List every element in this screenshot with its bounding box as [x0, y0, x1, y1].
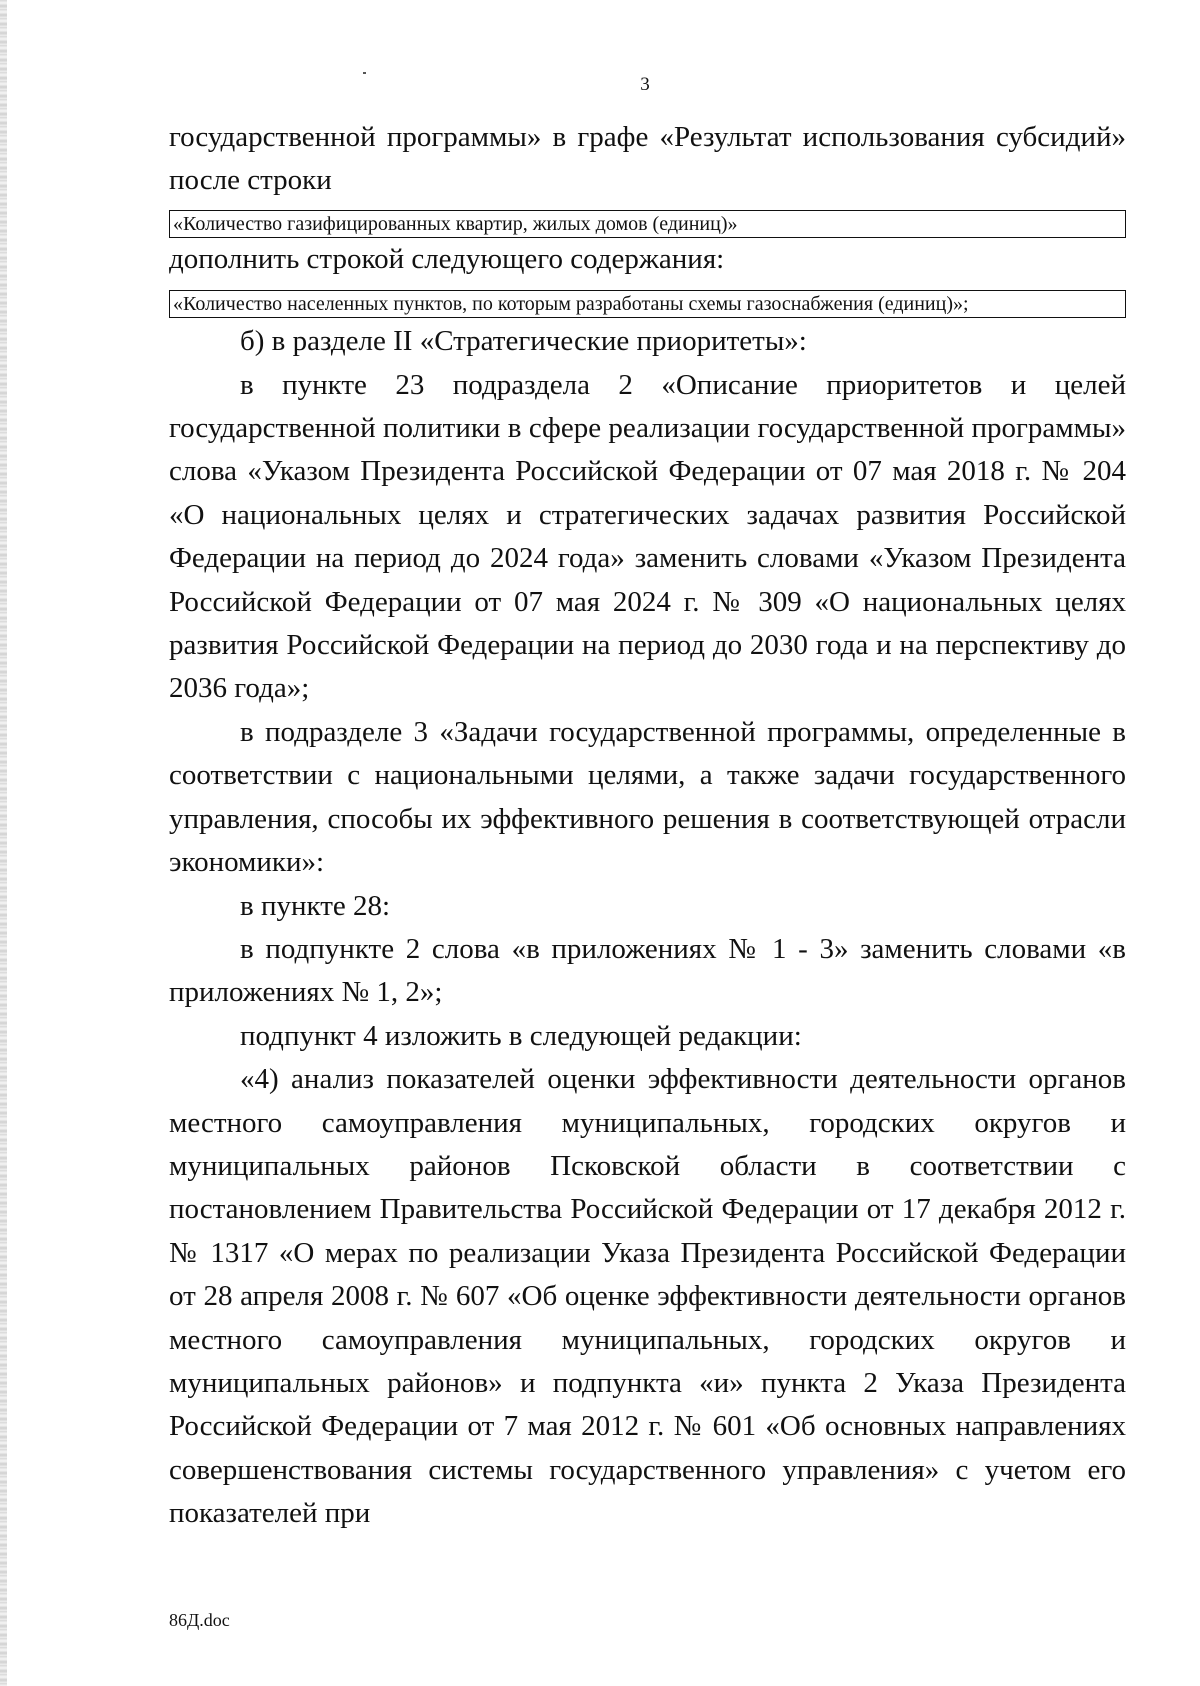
footer-file-code: 86Д.doc	[169, 1610, 230, 1630]
document-body	[169, 116, 1126, 1536]
paragraph-add-row: дополнить строкой следующего содержания:	[169, 242, 725, 275]
page-number: 3	[640, 74, 650, 95]
scan-edge	[0, 0, 7, 1686]
paragraph-subpoint-2: в подпункте 2 слова «в приложениях № 1 - 3» заменить словами «в приложениях № 1, 2»;	[169, 932, 1126, 1009]
paragraph-subpoint-4: подпункт 4 изложить в следующей редакции:	[240, 1019, 802, 1052]
paragraph-subpoint-4-text: «4) анализ показателей оценки эффективности деятельности органов местного самоуправления муниципальных, городских округов и муниципальных районов Псковской области в соответствии с постановлением Правительства Российской Федерации от 17 декабря 2012 г. № 1317 «О мерах по реализации Указа Президента Российской Федерации от 28 апреля 2008 г. № 607 «Об оценке эффективности деятельности органов местного самоуправления муниципальных, городских округов и муниципальных районов» и подпункта «и» пункта 2 Указа Президента Российской Федерации от 7 мая 2012 г. № 601 «Об основных направлениях совершенствования системы государственного управления» с учетом его показателей при	[169, 1063, 1126, 1530]
quoted-row-box-existing: «Количество газифицированных квартир, жилых домов (единиц)»	[169, 210, 1126, 238]
paragraph-intro: государственной программы» в графе «Результат использования субсидий» после строки	[169, 121, 1126, 197]
paragraph-point-28: в пункте 28:	[240, 889, 391, 922]
paragraph-section-b: б) в разделе II «Стратегические приоритеты»:	[240, 325, 807, 358]
paragraph-point-23: в пункте 23 подраздела 2 «Описание приоритетов и целей государственной политики в сфере реализации государственной программы» слова «Указом Президента Российской Федерации от 07 мая 2018 г. № 204 «О национальных целях и стратегических задачах развития Российской Федерации на период до 2024 года» заменить словами «Указом Президента Российской Федерации от 07 мая 2024 г. № 309 «О национальных целях развития Российской Федерации на период до 2030 года и на перспективу до 2036 года»;	[169, 368, 1126, 705]
paragraph-subsection-3: в подразделе 3 «Задачи государственной программы, определенные в соответствии с национальными целями, а также задачи государственного управления, способы их эффективного решения в соответствующей отрасли экономики»:	[169, 715, 1126, 879]
quoted-row-box-new: «Количество населенных пунктов, по которым разработаны схемы газоснабжения (единиц)»;	[169, 290, 1126, 318]
